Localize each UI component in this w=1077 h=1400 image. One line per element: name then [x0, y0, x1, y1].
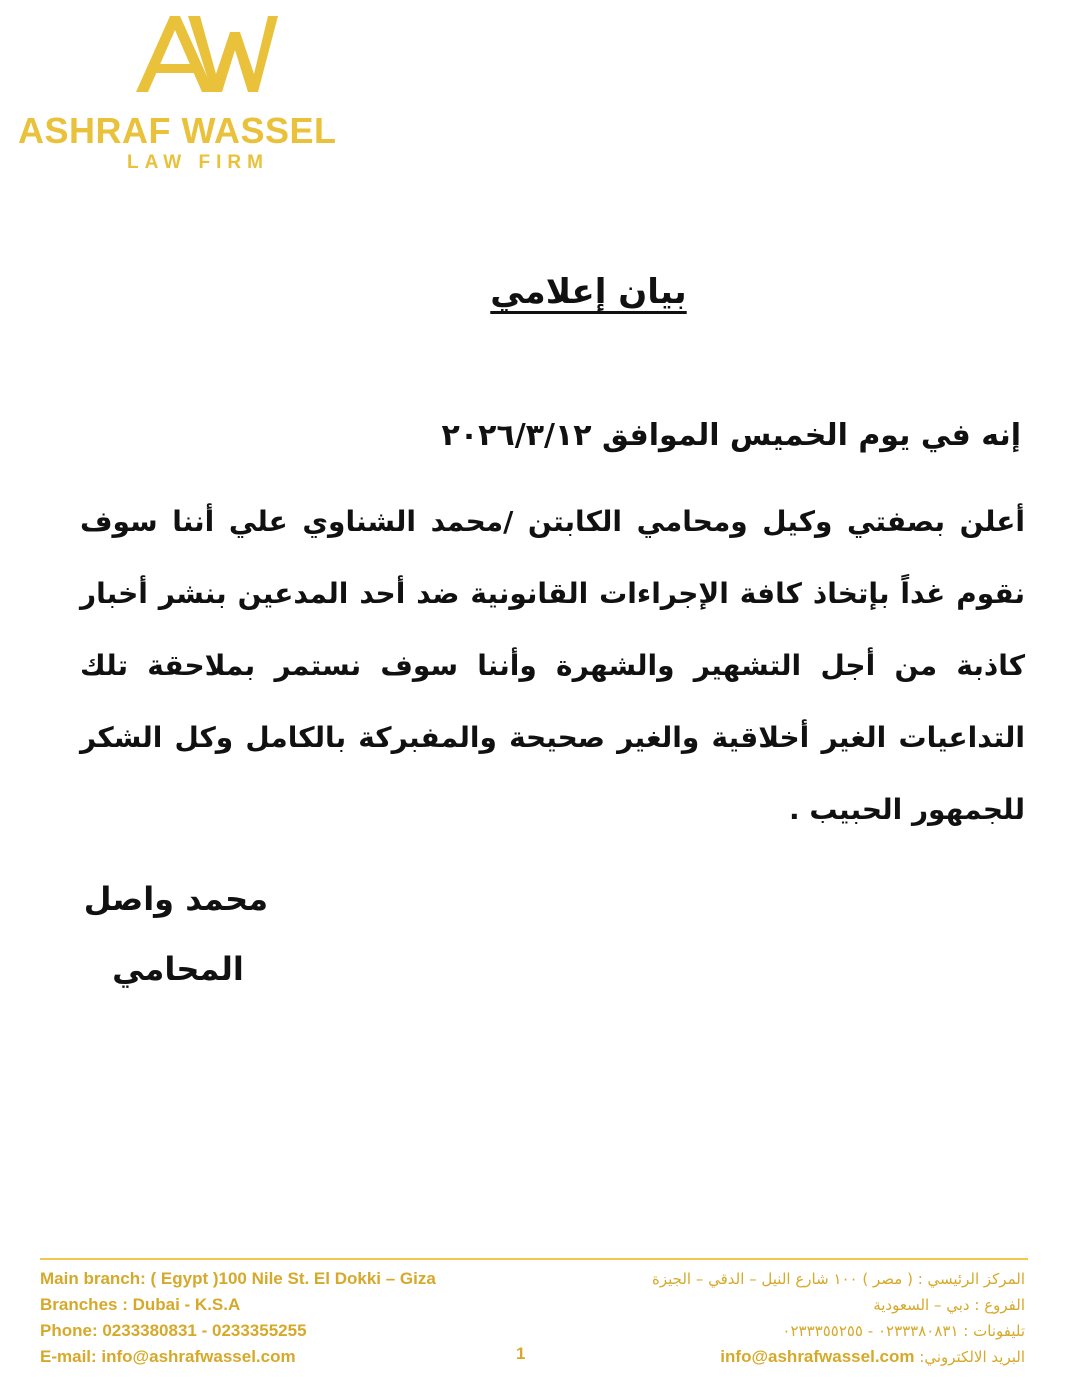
footer-email-value-ar: info@ashrafwassel.com	[720, 1347, 915, 1366]
footer-main-branch-ar: المركز الرئيسي : ( مصر ) ١٠٠ شارع النيل – الدقي – الجيزة	[651, 1270, 1025, 1288]
footer-english	[40, 1266, 436, 1370]
signatory-name: محمد واصل	[83, 880, 268, 918]
footer-email-en: E-mail: info@ashrafwassel.com	[40, 1347, 296, 1366]
firm-logo	[18, 12, 358, 177]
footer-main-branch-en: Main branch: ( Egypt )100 Nile St. El Dokki – Giza	[40, 1269, 436, 1288]
firm-subtitle: LAW FIRM	[127, 152, 269, 173]
footer-email-ar	[652, 1344, 1025, 1370]
footer-divider	[40, 1258, 1028, 1260]
date-line: إنه في يوم الخميس الموافق ٢٠٢٦/٣/١٢	[441, 418, 1021, 453]
footer-arabic	[652, 1266, 1025, 1370]
footer-branches-en: Branches : Dubai - K.S.A	[40, 1295, 241, 1314]
firm-name: ASHRAF WASSEL	[18, 110, 337, 151]
document-title: بيان إعلامي	[490, 272, 687, 312]
aw-monogram-icon	[118, 12, 278, 97]
page-number: 1	[516, 1344, 526, 1363]
footer-phone-ar: تليفونات : ٠٢٣٣٣٨٠٨٣١ - ٠٢٣٣٣٥٥٢٥٥	[782, 1322, 1025, 1340]
statement-body: أعلن بصفتي وكيل ومحامي الكابتن /محمد الشناوي علي أننا سوف نقوم غداً بإتخاذ كافة الإجراءات القانونية ضد أحد المدعين بنشر أخبار كاذبة من أجل التشهير والشهرة وأننا سوف نستمر بملاحقة تلك التداعيات الغير أخلاقية والغير صحيحة والمفبركة بالكامل وكل الشكر للجمهور الحبيب .	[80, 505, 1025, 826]
signatory-title: المحامي	[112, 950, 244, 988]
footer-email-label-ar: البريد الالكتروني:	[919, 1348, 1025, 1366]
footer-phone-en: Phone: 0233380831 - 0233355255	[40, 1321, 307, 1340]
footer-branches-ar: الفروع : دبي – السعودية	[873, 1296, 1025, 1314]
